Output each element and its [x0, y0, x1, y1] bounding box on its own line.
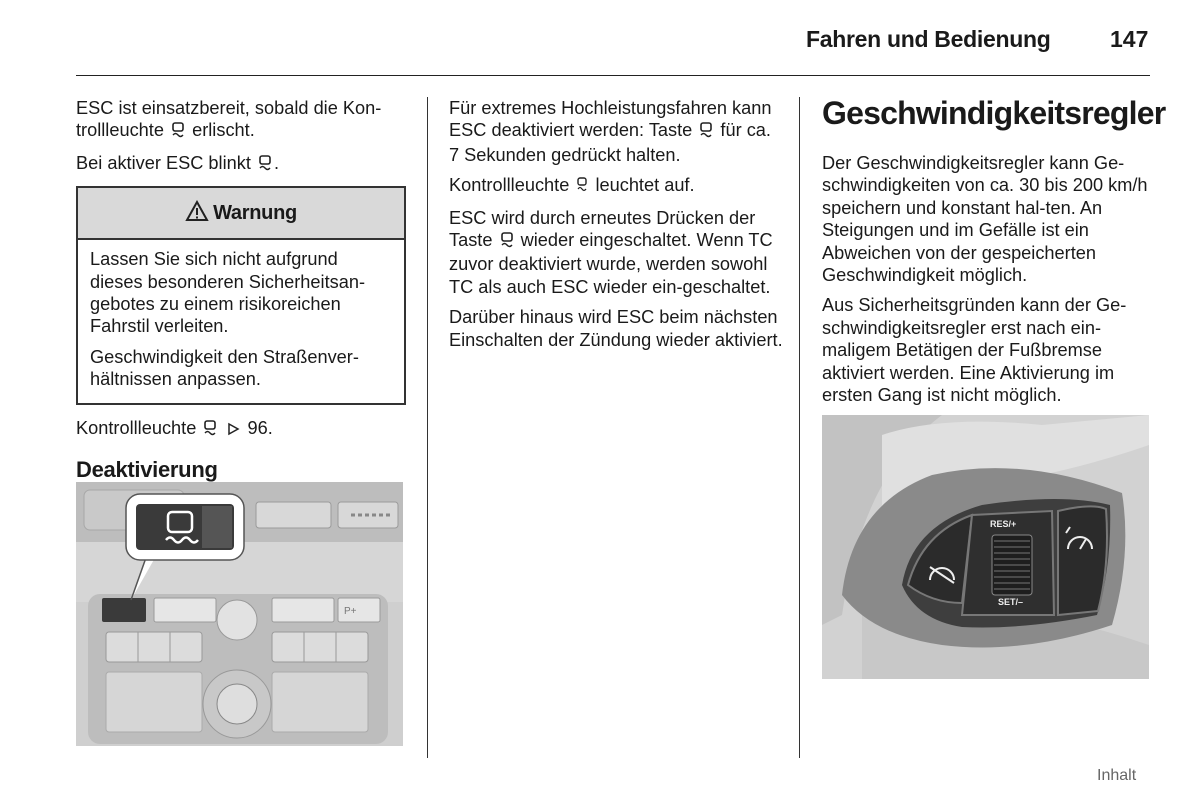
warning-title: Warnung [213, 202, 297, 225]
text: für ca. 7 Sekunden gedrückt halten. [449, 120, 771, 165]
paragraph [76, 417, 406, 441]
text: Für extremes Hochleistungsfahren kann ESC deaktiviert werden: Taste [449, 98, 772, 141]
column-2 [449, 97, 784, 359]
center-console-image [76, 482, 403, 746]
paragraph [76, 97, 406, 144]
text: Bei aktiver ESC blinkt [76, 152, 251, 173]
esc-car-icon [258, 154, 272, 176]
section-heading: Geschwindigkeitsregler [822, 95, 1166, 131]
steering-wheel-controls-image [822, 415, 1149, 679]
esc-off-icon [576, 176, 588, 198]
paragraph: Aus Sicherheitsgründen kann der Ge-schwindigkeitsregler erst nach ein-maligem Betätigen der Fußbremse aktiviert werden. Eine Aktivierung im ersten Gang ist nicht möglich. [822, 295, 1127, 406]
subheading: Deaktivierung [76, 457, 218, 483]
paragraph: Der Geschwindigkeitsregler kann Ge-schwindigkeiten von ca. 30 bis 200 km/h speichern und konstant hal-ten. An Steigungen und im Gefälle ist ein Abweichen von der gespeicherten Geschwindigkeit möglich. [822, 153, 1148, 286]
text: ESC wird durch erneutes Drücken der Taste [449, 207, 756, 251]
header-rule [76, 75, 1150, 76]
page-reference-link[interactable]: 96. [247, 417, 273, 438]
esc-car-icon [171, 121, 185, 143]
paragraph [449, 207, 784, 299]
column-3 [822, 95, 1166, 414]
set-button-label: SET/– [998, 597, 1024, 607]
rocker-wheel [992, 535, 1032, 595]
column-divider-2 [799, 97, 800, 758]
text: Kontrollleuchte [449, 175, 570, 196]
paragraph [449, 174, 784, 198]
esc-car-icon [699, 121, 713, 143]
warning-text: Lassen Sie sich nicht aufgrund dieses besonderen Sicherheitsan-gebotes zu einem risikoreichen Fahrstil verleiten. [90, 249, 366, 337]
warning-body [78, 240, 404, 402]
text: . [273, 152, 279, 173]
text: ESC ist einsatzbereit, sobald die Kon- [76, 98, 382, 118]
paragraph [76, 152, 406, 176]
paragraph [449, 97, 784, 166]
res-button-label: RES/+ [990, 519, 1017, 529]
warning-text: Geschwindigkeit den Straßenver-hältnissen anpassen. [90, 346, 359, 390]
contents-link[interactable]: Inhalt [1097, 767, 1137, 784]
text: trollleuchte [76, 120, 164, 141]
text: erlischt. [192, 120, 255, 141]
column-1 [76, 97, 406, 493]
esc-car-icon [500, 231, 514, 253]
paragraph: Darüber hinaus wird ESC beim nächsten Einschalten der Zündung wieder aktiviert. [449, 307, 783, 350]
arrow-ref-icon[interactable] [226, 419, 240, 441]
text: wieder eingeschaltet. Wenn TC zuvor deaktiviert wurde, werden sowohl TC als auch ESC wieder ein-geschaltet. [449, 230, 773, 297]
warning-triangle-icon [185, 200, 209, 227]
warning-box [76, 186, 406, 404]
page-number: 147 [1110, 26, 1149, 52]
p-label: P+ [344, 606, 357, 617]
text: leuchtet auf. [595, 175, 695, 196]
column-divider-1 [427, 97, 428, 758]
section-title: Fahren und Bedienung [806, 26, 1051, 52]
esc-car-icon [203, 419, 217, 441]
warning-heading [78, 188, 404, 240]
text: Kontrollleuchte [76, 417, 197, 438]
